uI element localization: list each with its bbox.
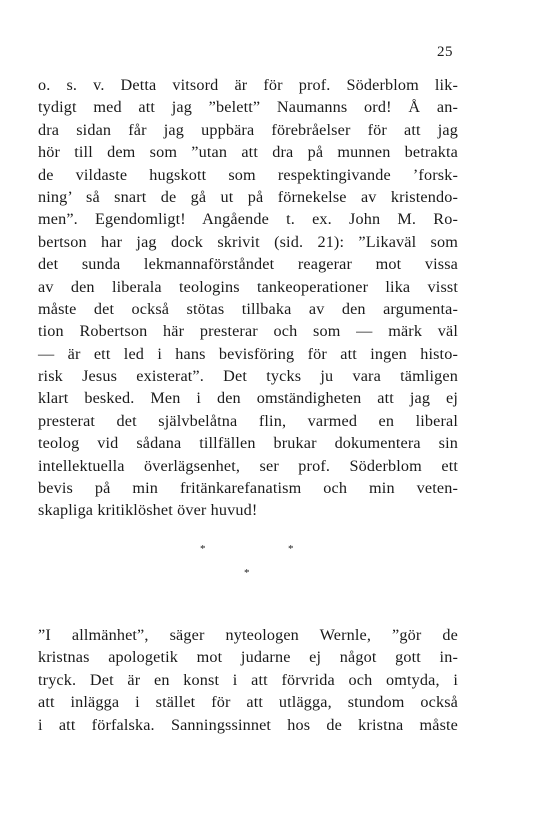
asterisk: * <box>288 543 294 555</box>
text-line: presterat det självbelåtna flin, varmed en liberal <box>38 411 458 430</box>
text-line: hör till dem som ”utan att dra på munnen betrakta <box>38 143 458 162</box>
text-line: klart besked. Men i den omständigheten att jag ej <box>38 389 458 408</box>
text-line: kristnas apologetik mot judarne ej något gott in- <box>38 648 458 667</box>
text-line: men”. Egendomligt! Angående t. ex. John M. Ro- <box>38 210 458 229</box>
text-line: måste det också stötas tillbaka av den argumenta- <box>38 299 458 318</box>
paragraph-1 <box>38 74 458 522</box>
text-line: de vildaste hugskott som respektingivande ’forsk- <box>38 165 458 184</box>
page-number: 25 <box>437 44 453 60</box>
text-line: teolog vid sådana tillfällen brukar dokumentera sin <box>38 434 458 453</box>
asterisk: * <box>244 567 250 579</box>
text-line: ”I allmänhet”, säger nyteologen Wernle, ”gör de <box>38 626 458 644</box>
text-line: risk Jesus existerat”. Det tycks ju vara tämligen <box>38 367 458 386</box>
text-line: ning’ så snart de gå ut på förnekelse av kristendo- <box>38 187 458 206</box>
text-line: att inlägga i stället för att utlägga, stundom också <box>38 693 458 712</box>
paragraph-2 <box>38 624 458 736</box>
text-line: det sunda lekmannaförståndet reagerar mot vissa <box>38 255 458 274</box>
text-line: intellektuella överlägsenhet, ser prof. Söderblom ett <box>38 456 458 475</box>
text-line: skapliga kritiklöshet över huvud! <box>38 501 258 520</box>
text-line: av den liberala teologins tankeoperationer lika visst <box>38 277 458 296</box>
text-line: bevis på min fritänkarefanatism och min veten- <box>38 479 458 498</box>
text-line: tydigt med att jag ”belett” Naumanns ord! Å an- <box>38 98 458 117</box>
text-line: i att förfalska. Sanningssinnet hos de kristna måste <box>38 715 458 734</box>
text-line: dra sidan får jag uppbära förebråelser för att jag <box>38 120 458 139</box>
text-line: tion Robertson här presterar och som — märk väl <box>38 322 458 341</box>
text-line: tryck. Det är en konst i att förvrida och omtyda, i <box>38 670 458 689</box>
text-line: — är ett led i hans bevisföring för att ingen histo- <box>38 344 458 363</box>
text-line: bertson har jag dock skrivit (sid. 21): ”Likaväl som <box>38 232 458 251</box>
text-line: o. s. v. Detta vitsord är för prof. Söderblom lik- <box>38 76 458 94</box>
asterisk: * <box>200 543 206 555</box>
